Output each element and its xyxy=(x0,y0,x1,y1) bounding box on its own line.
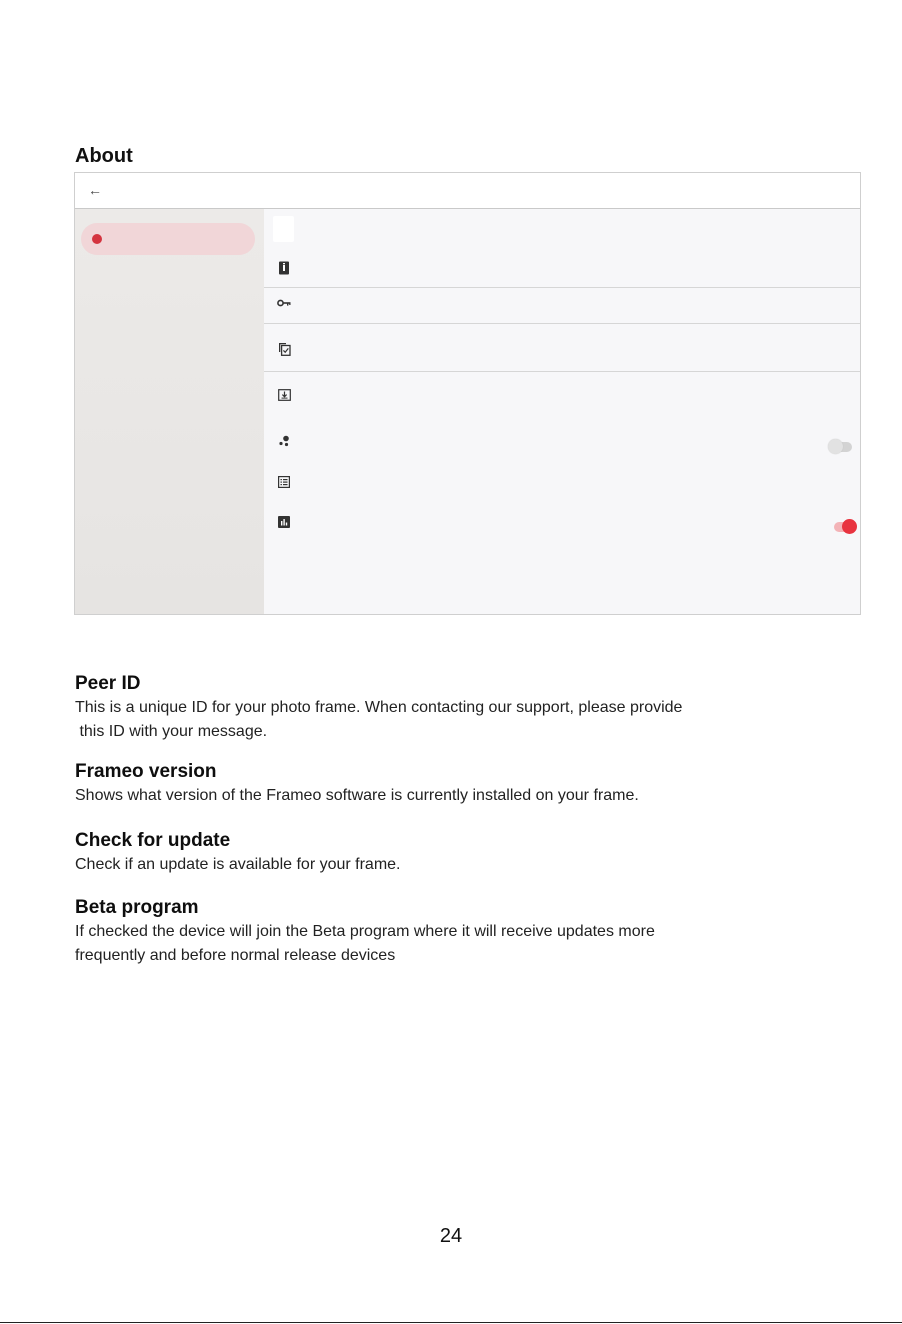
device-info-icon[interactable] xyxy=(277,261,291,275)
sidebar xyxy=(75,209,264,614)
divider xyxy=(264,323,860,324)
top-bar xyxy=(75,173,860,209)
section-title: About xyxy=(75,145,133,167)
arrow-left-icon[interactable]: ← xyxy=(88,182,102,198)
section-heading: Beta program xyxy=(75,897,199,918)
key-icon[interactable] xyxy=(277,296,291,310)
page-number: 24 xyxy=(439,1225,463,1247)
section-beta-program xyxy=(75,896,835,968)
section-text-line: This is a unique ID for your photo frame. When contacting our support, please provide xyxy=(75,699,683,716)
bottom-rule xyxy=(0,1322,902,1323)
toggle-switch[interactable] xyxy=(830,442,852,452)
section-text-line: If checked the device will join the Beta program where it will receive updates more xyxy=(75,923,655,940)
divider xyxy=(264,371,860,372)
placeholder-tile xyxy=(273,216,294,242)
beta-dots-icon[interactable] xyxy=(277,434,291,448)
section-heading: Check for update xyxy=(75,830,231,851)
toggle-knob xyxy=(842,519,857,534)
info-icon xyxy=(92,234,102,244)
section-check-for-update xyxy=(75,829,835,877)
section-text-line: Check if an update is available for your frame. xyxy=(75,856,401,873)
section-peer-id xyxy=(75,672,835,744)
toggle-switch[interactable] xyxy=(834,522,856,532)
toggle-knob xyxy=(828,439,843,454)
section-text-line: Shows what version of the Frameo software is currently installed on your frame. xyxy=(75,787,639,804)
copy-check-icon[interactable] xyxy=(277,342,291,356)
divider xyxy=(264,287,860,288)
list-icon[interactable] xyxy=(277,475,291,489)
section-text-line: this ID with your message. xyxy=(75,723,268,740)
sidebar-item-about[interactable] xyxy=(81,223,255,255)
section-heading: Frameo version xyxy=(75,761,217,782)
section-text-line: frequently and before normal release devices xyxy=(75,947,396,964)
download-icon[interactable] xyxy=(277,388,291,402)
bar-chart-icon[interactable] xyxy=(277,515,291,529)
section-heading: Peer ID xyxy=(75,673,141,694)
settings-list xyxy=(264,209,860,614)
section-frameo-version xyxy=(75,760,835,808)
settings-screenshot xyxy=(74,172,861,615)
